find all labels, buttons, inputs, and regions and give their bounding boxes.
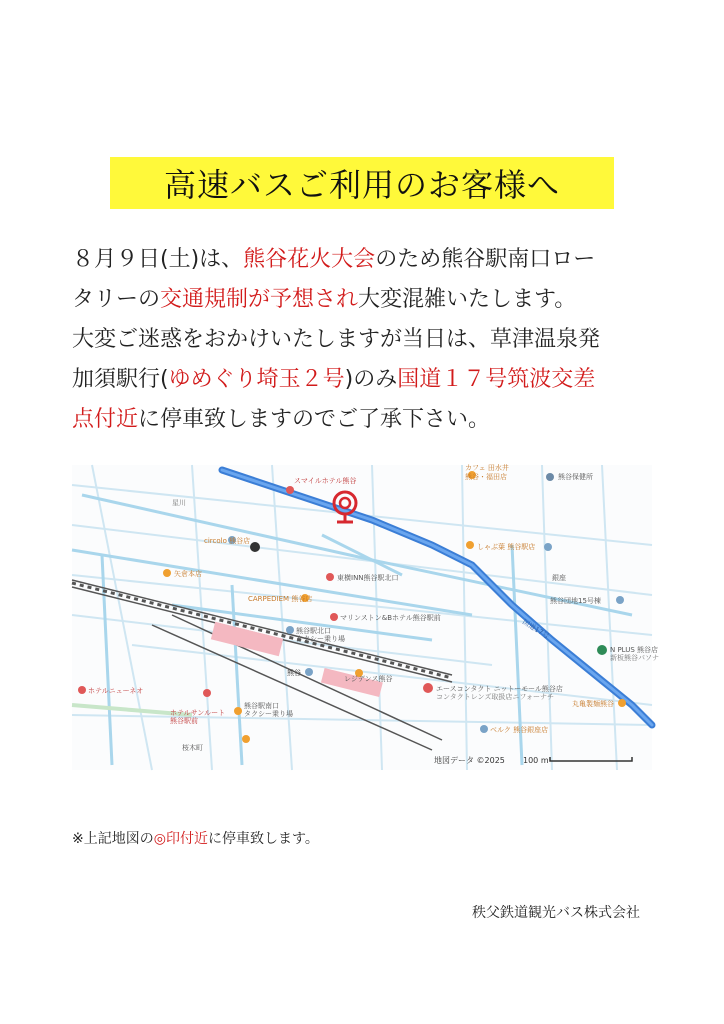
map-label: マリンストン&Bホテル熊谷駅前 — [340, 614, 441, 622]
map-label: 熊谷駅前 — [170, 717, 198, 725]
title-banner — [110, 157, 614, 209]
map-svg — [72, 464, 659, 770]
company-name: 秩父鉄道観光バス株式会社 — [472, 905, 640, 921]
notice-text: )のみ — [344, 367, 398, 392]
map-label: タクシー乗り場 — [296, 635, 345, 643]
traffic-warning: 交通規制が予想され — [160, 287, 359, 312]
map-label: 東横INN熊谷駅北口 — [337, 574, 399, 582]
map-label: 熊谷駅北口 — [296, 627, 331, 635]
map-label: 熊谷団地15号棟 — [550, 597, 601, 605]
map-label: ホテルサンルート — [170, 709, 226, 717]
event-name: 熊谷花火大会 — [243, 247, 376, 272]
map-label: スマイルホテル熊谷 — [294, 477, 357, 485]
map-label: 熊谷 — [287, 669, 301, 677]
map-label: 銀座 — [552, 574, 566, 582]
map-label: 熊谷・福田店 — [465, 473, 507, 481]
map-label: ベルク 熊谷銀座店 — [490, 726, 549, 734]
map-label: タクシー乗り場 — [244, 710, 293, 718]
notice-line-5 — [72, 400, 672, 440]
map-label: circolo 熊谷店 — [204, 537, 251, 545]
map-label: 星川 — [172, 499, 186, 507]
notice-line-2 — [72, 280, 672, 320]
map-label: 桜木町 — [182, 744, 203, 752]
map-label: 熊谷保健所 — [558, 473, 593, 481]
notice-line-4 — [72, 360, 672, 400]
map-label: 新板熊谷パソナ — [610, 654, 659, 662]
notice-text: ８月９日(土)は、 — [72, 247, 244, 272]
map-label: ホテルニューネオ — [88, 687, 144, 695]
map-label: 丸亀製麺熊谷 — [572, 700, 614, 708]
map-label: エースコンタクト ニットーモール熊谷店 — [436, 685, 563, 693]
notice-text: タリーの — [72, 287, 161, 312]
notice-line-1 — [72, 240, 672, 280]
note-text: ※上記地図の — [72, 831, 154, 847]
map-scale-label: 100 m — [523, 756, 549, 765]
marker-reference: ◎印付近 — [153, 831, 208, 847]
notice-body — [72, 240, 672, 440]
note-text: に停車致します。 — [207, 831, 319, 847]
notice-text: 大変混雑いたします。 — [358, 287, 577, 312]
notice-text: に停車致しますのでご了承下さい。 — [138, 407, 491, 432]
map-label: 熊谷駅南口 — [244, 702, 279, 710]
stop-location: 国道１７号筑波交差 — [397, 367, 596, 392]
bus-name: ゆめぐり埼玉２号 — [168, 367, 345, 392]
notice-text: のため熊谷駅南口ロー — [375, 247, 596, 272]
map-label: カフェ 田水井 — [465, 464, 509, 472]
map-label: N PLUS 熊谷店 — [610, 646, 659, 654]
stop-location: 点付近 — [72, 407, 139, 432]
page-title: 高速バスご利用のお客様へ — [163, 166, 560, 204]
notice-text: 加須駅行( — [72, 367, 169, 392]
map-label: 矢倉本店 — [174, 570, 202, 578]
area-map — [72, 464, 659, 770]
map-label: レジデンス熊谷 — [344, 675, 393, 683]
map-label: コンタクトレンズ取扱店ニフォーナチ — [436, 693, 554, 701]
map-label: しゃぶ葉 熊谷駅店 — [477, 543, 536, 551]
map-label: 国道17号 — [520, 617, 551, 641]
map-data-credit: 地図データ ©2025 — [434, 756, 505, 765]
map-note — [72, 828, 319, 848]
map-label: CARPEDIEM 熊谷店 — [248, 595, 313, 603]
notice-line-3: 大変ご迷惑をおかけいたしますが当日は、草津温泉発 — [72, 327, 601, 352]
